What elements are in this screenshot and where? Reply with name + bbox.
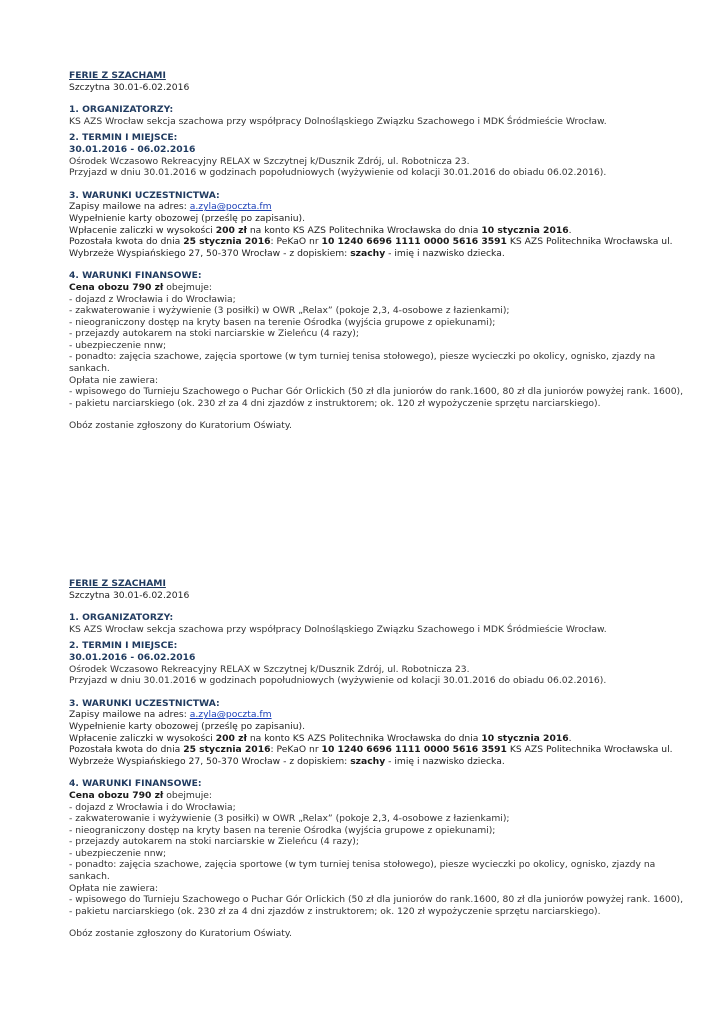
camp-arrival: Przyjazd w dniu 30.01.2016 w godzinach popołudniowych (wyżywienie od kolacji 30.01.2016 do obiadu 06.02.2016). [69, 675, 607, 687]
camp-card-line: Wypełnienie karty obozowej (prześlę po zapisaniu). [69, 720, 306, 732]
document-title: FERIE Z SZACHAMI [69, 578, 166, 589]
address-line [69, 756, 709, 768]
balance-text: : PeKaO nr [270, 236, 322, 248]
deposit-deadline: 10 stycznia 2016 [481, 732, 569, 744]
transfer-keyword: szachy [350, 755, 386, 767]
balance-line [69, 744, 709, 756]
balance-text: Pozostała kwota do dnia [69, 236, 184, 248]
section-heading-organizers: 1. ORGANIZATORZY: [69, 612, 174, 624]
balance-deadline: 25 stycznia 2016 [183, 236, 271, 248]
included-item: - zakwaterowanie i wyżywienie (3 posiłki) w OWR „Relax” (pokoje 2,3, 4-osobowe z łazienkami); [69, 813, 510, 825]
bank-account-number: 10 1240 6696 1111 0000 5616 3591 [321, 744, 507, 756]
section-heading-participation: 3. WARUNKI UCZESTNICTWA: [69, 697, 220, 709]
included-item: - ponadto: zajęcia szachowe, zajęcia sportowe (w tym turniej tenisa stołowego), piesze wycieczki po okolicy, ognisko, zjazdy na [69, 351, 656, 363]
included-item: - nieograniczony dostęp na kryty basen na terenie Ośrodka (wyjścia grupowe z opiekunami); [69, 824, 496, 836]
included-item: - dojazd z Wrocławia i do Wrocławia; [69, 801, 236, 813]
organizers-text: KS AZS Wrocław sekcja szachowa przy współpracy Dolnośląskiego Związku Szachowego i MDK Śródmieście Wrocław. [69, 115, 607, 127]
deposit-text: . [568, 224, 572, 236]
deposit-deadline: 10 stycznia 2016 [481, 224, 569, 236]
signup-prefix: Zapisy mailowe na adres: [69, 201, 190, 213]
deposit-line [69, 225, 709, 237]
price-line [69, 790, 709, 802]
exclusions-label: Opłata nie zawiera: [69, 882, 159, 894]
camp-dates: 30.01.2016 - 06.02.2016 [69, 143, 196, 155]
announcement-copy [69, 578, 709, 940]
section-heading-organizers: 1. ORGANIZATORZY: [69, 104, 174, 116]
included-item: - ubezpieczenie nnw; [69, 339, 167, 351]
included-item: sankach. [69, 871, 110, 883]
footer-note: Obóz zostanie zgłoszony do Kuratorium Oświaty. [69, 928, 292, 940]
section-heading-date-place: 2. TERMIN I MIEJSCE: [69, 640, 178, 652]
address-text: - imię i nazwisko dziecka. [385, 755, 505, 767]
included-item: - ubezpieczenie nnw; [69, 847, 167, 859]
signup-prefix: Zapisy mailowe na adres: [69, 709, 190, 721]
deposit-text: na konto KS AZS Politechnika Wrocławska do dnia [246, 224, 482, 236]
address-line [69, 248, 709, 260]
document-title: FERIE Z SZACHAMI [69, 70, 166, 81]
camp-card-line: Wypełnienie karty obozowej (prześlę po zapisaniu). [69, 212, 306, 224]
signup-line [69, 709, 709, 721]
balance-line [69, 236, 709, 248]
camp-dates: 30.01.2016 - 06.02.2016 [69, 651, 196, 663]
organizers-text: KS AZS Wrocław sekcja szachowa przy współpracy Dolnośląskiego Związku Szachowego i MDK Śródmieście Wrocław. [69, 623, 607, 635]
deposit-amount: 200 zł [215, 732, 247, 744]
excluded-item: - pakietu narciarskiego (ok. 230 zł za 4 dni zjazdów z instruktorem; ok. 120 zł wypożyczenie sprzętu narciarskiego). [69, 905, 601, 917]
included-item: - nieograniczony dostęp na kryty basen na terenie Ośrodka (wyjścia grupowe z opiekunami); [69, 316, 496, 328]
bank-account-number: 10 1240 6696 1111 0000 5616 3591 [321, 236, 507, 248]
excluded-item: - wpisowego do Turnieju Szachowego o Puchar Gór Orlickich (50 zł dla juniorów do rank.1600, 80 zł dla juniorów powyżej rank. 1600), [69, 386, 684, 398]
exclusions-label: Opłata nie zawiera: [69, 374, 159, 386]
document-subtitle: Szczytna 30.01-6.02.2016 [69, 589, 190, 601]
camp-arrival: Przyjazd w dniu 30.01.2016 w godzinach popołudniowych (wyżywienie od kolacji 30.01.2016 do obiadu 06.02.2016). [69, 167, 607, 179]
excluded-item: - pakietu narciarskiego (ok. 230 zł za 4 dni zjazdów z instruktorem; ok. 120 zł wypożyczenie sprzętu narciarskiego). [69, 397, 601, 409]
camp-place: Ośrodek Wczasowo Rekreacyjny RELAX w Szczytnej k/Dusznik Zdrój, ul. Robotnicza 23. [69, 663, 470, 675]
email-link[interactable]: a.zyla@poczta.fm [189, 709, 272, 721]
section-heading-finance: 4. WARUNKI FINANSOWE: [69, 778, 202, 790]
email-link[interactable]: a.zyla@poczta.fm [189, 201, 272, 213]
deposit-text: Wpłacenie zaliczki w wysokości [69, 732, 216, 744]
included-item: - przejazdy autokarem na stoki narciarskie w Zieleńcu (4 razy); [69, 328, 359, 340]
balance-text: KS AZS Politechnika Wrocławska ul. [506, 744, 673, 756]
section-heading-participation: 3. WARUNKI UCZESTNICTWA: [69, 189, 220, 201]
camp-price: Cena obozu 790 zł [69, 281, 164, 293]
section-heading-finance: 4. WARUNKI FINANSOWE: [69, 270, 202, 282]
footer-note: Obóz zostanie zgłoszony do Kuratorium Oświaty. [69, 420, 292, 432]
balance-text: : PeKaO nr [270, 744, 322, 756]
camp-price: Cena obozu 790 zł [69, 789, 164, 801]
deposit-amount: 200 zł [215, 224, 247, 236]
signup-line [69, 201, 709, 213]
price-line [69, 282, 709, 294]
included-item: - przejazdy autokarem na stoki narciarskie w Zieleńcu (4 razy); [69, 836, 359, 848]
deposit-text: Wpłacenie zaliczki w wysokości [69, 224, 216, 236]
price-suffix: obejmuje: [163, 281, 212, 293]
address-text: - imię i nazwisko dziecka. [385, 247, 505, 259]
transfer-keyword: szachy [350, 247, 386, 259]
excluded-item: - wpisowego do Turnieju Szachowego o Puchar Gór Orlickich (50 zł dla juniorów do rank.1600, 80 zł dla juniorów powyżej rank. 1600), [69, 894, 684, 906]
address-text: Wybrzeże Wyspiańskiego 27, 50-370 Wrocław - z dopiskiem: [69, 247, 351, 259]
address-text: Wybrzeże Wyspiańskiego 27, 50-370 Wrocław - z dopiskiem: [69, 755, 351, 767]
balance-deadline: 25 stycznia 2016 [183, 744, 271, 756]
price-suffix: obejmuje: [163, 789, 212, 801]
camp-place: Ośrodek Wczasowo Rekreacyjny RELAX w Szczytnej k/Dusznik Zdrój, ul. Robotnicza 23. [69, 155, 470, 167]
deposit-line [69, 733, 709, 745]
included-item: - zakwaterowanie i wyżywienie (3 posiłki) w OWR „Relax” (pokoje 2,3, 4-osobowe z łazienkami); [69, 305, 510, 317]
included-item: sankach. [69, 363, 110, 375]
section-heading-date-place: 2. TERMIN I MIEJSCE: [69, 132, 178, 144]
deposit-text: . [568, 732, 572, 744]
balance-text: Pozostała kwota do dnia [69, 744, 184, 756]
balance-text: KS AZS Politechnika Wrocławska ul. [506, 236, 673, 248]
announcement-copy [69, 70, 709, 432]
included-item: - ponadto: zajęcia szachowe, zajęcia sportowe (w tym turniej tenisa stołowego), piesze wycieczki po okolicy, ognisko, zjazdy na [69, 859, 656, 871]
deposit-text: na konto KS AZS Politechnika Wrocławska do dnia [246, 732, 482, 744]
document-subtitle: Szczytna 30.01-6.02.2016 [69, 81, 190, 93]
included-item: - dojazd z Wrocławia i do Wrocławia; [69, 293, 236, 305]
